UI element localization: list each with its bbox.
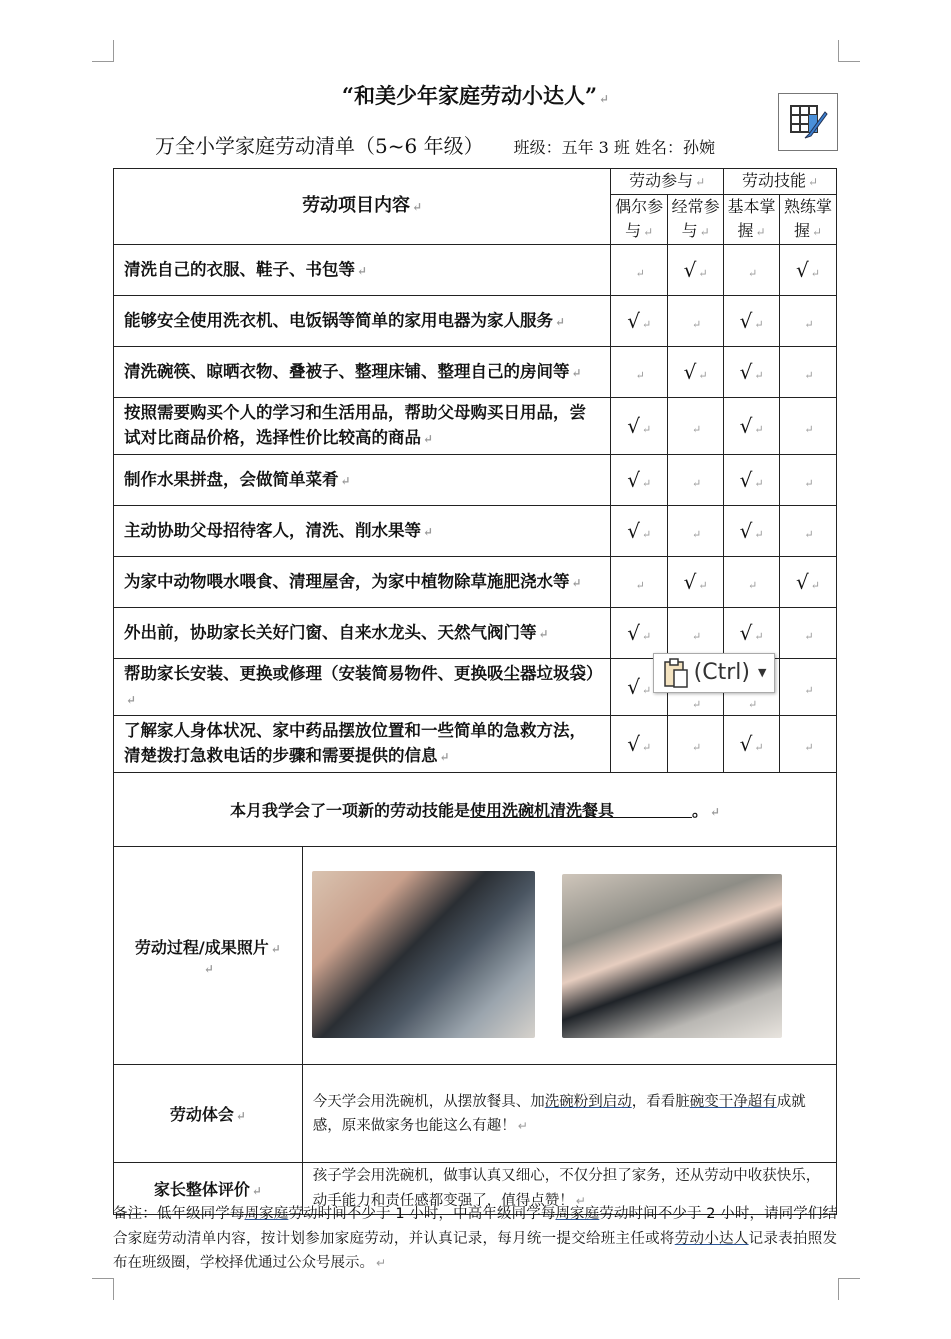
title-text: “和美少年家庭劳动小达人” xyxy=(341,83,598,108)
check-cell[interactable]: ↵ xyxy=(611,557,668,608)
check-mark: √ xyxy=(683,570,697,594)
parent-eval-label: 家长整体评价 ↵ xyxy=(114,1163,303,1215)
header-col-3: 熟练掌握 ↵ xyxy=(780,195,837,245)
check-cell[interactable]: √ ↵ xyxy=(724,296,780,347)
check-mark: √ xyxy=(627,519,640,543)
table-row xyxy=(114,455,837,506)
check-mark: √ xyxy=(627,414,640,438)
check-cell[interactable]: √ ↵ xyxy=(780,245,837,296)
item-text: 了解家人身体状况、家中药品摆放位置和一些简单的急救方法，清楚拨打急救电话的步骤和需要提供的信息 ↵ xyxy=(114,716,611,773)
check-mark: √ xyxy=(796,570,809,594)
experience-label: 劳动体会 ↵ xyxy=(114,1065,303,1163)
check-cell[interactable]: ↵ xyxy=(780,608,837,659)
document-subtitle xyxy=(155,130,715,159)
check-cell[interactable]: √ ↵ xyxy=(724,455,780,506)
check-mark: √ xyxy=(739,519,753,543)
item-text: 能够安全使用洗衣机、电饭锅等简单的家用电器为家人服务 ↵ xyxy=(114,296,611,347)
check-cell[interactable]: ↵ xyxy=(668,455,724,506)
check-cell[interactable]: ↵ xyxy=(611,245,668,296)
check-cell[interactable]: ↵ xyxy=(668,296,724,347)
item-text: 主动协助父母招待客人，清洗、削水果等 ↵ xyxy=(114,506,611,557)
table-row xyxy=(114,347,837,398)
table-row xyxy=(114,608,837,659)
check-cell[interactable]: √ ↵ xyxy=(668,347,724,398)
check-mark: √ xyxy=(739,360,753,384)
item-text: 帮助家长安装、更换或修理（安装简易物件、更换吸尘器垃圾袋）↵ xyxy=(114,659,611,716)
item-text: 清洗自己的衣服、鞋子、书包等 ↵ xyxy=(114,245,611,296)
table-row xyxy=(114,716,837,773)
check-cell[interactable]: √ ↵ xyxy=(611,506,668,557)
parent-eval-text: 孩子学会用洗碗机，做事认真又细心，不仅分担了家务，还从劳动中收获快乐，动手能力和责任感都变强了，值得点赞！ ↵ xyxy=(302,1163,836,1215)
table-row xyxy=(114,296,837,347)
check-mark: √ xyxy=(683,258,697,282)
header-content: 劳动项目内容 ↵ xyxy=(114,169,611,245)
table-row xyxy=(114,245,837,296)
check-cell[interactable]: √ ↵ xyxy=(611,659,668,716)
photo-loading-dishwasher xyxy=(312,871,535,1038)
check-cell[interactable]: ↵ xyxy=(724,557,780,608)
check-mark: √ xyxy=(627,675,640,699)
item-text: 按照需要购买个人的学习和生活用品，帮助父母购买日用品，尝试对比商品价格，选择性价比较高的商品 ↵ xyxy=(114,398,611,455)
photos-cell xyxy=(302,847,836,1065)
check-cell[interactable]: √ ↵ xyxy=(724,506,780,557)
crop-mark xyxy=(92,40,114,62)
check-cell[interactable]: ↵ xyxy=(668,608,724,659)
check-mark: √ xyxy=(739,621,753,645)
check-cell[interactable]: √ ↵ xyxy=(611,398,668,455)
new-skill-row: 本月我学会了一项新的劳动技能是使用洗碗机清洗餐具 。 ↵ xyxy=(114,773,837,847)
header-skill: 劳动技能 ↵ xyxy=(724,169,837,195)
check-cell[interactable]: √ ↵ xyxy=(611,296,668,347)
check-mark: √ xyxy=(739,468,753,492)
check-cell[interactable]: √ ↵ xyxy=(611,455,668,506)
check-mark: √ xyxy=(739,309,753,333)
check-cell[interactable]: √ ↵ xyxy=(611,716,668,773)
check-cell[interactable]: √ ↵ xyxy=(724,608,780,659)
header-col-2: 基本掌握 ↵ xyxy=(724,195,780,245)
document-title: “和美少年家庭劳动小达人” ↵ xyxy=(341,83,610,108)
check-mark: √ xyxy=(627,621,640,645)
check-cell[interactable]: √ ↵ xyxy=(668,245,724,296)
photos-label: 劳动过程/成果照片 ↵ ↵ xyxy=(114,847,303,1065)
header-col-1: 经常参与 ↵ xyxy=(668,195,724,245)
check-cell[interactable]: ↵ xyxy=(724,245,780,296)
check-cell[interactable]: ↵ xyxy=(780,347,837,398)
check-mark: √ xyxy=(739,732,753,756)
item-text: 清洗碗筷、晾晒衣物、叠被子、整理床铺、整理自己的房间等 ↵ xyxy=(114,347,611,398)
check-mark: √ xyxy=(627,468,640,492)
paste-options-button[interactable] xyxy=(653,653,775,693)
check-cell[interactable]: ↵ xyxy=(668,506,724,557)
check-mark: √ xyxy=(627,732,640,756)
check-cell[interactable]: √ ↵ xyxy=(724,716,780,773)
check-cell[interactable]: ↵ xyxy=(780,506,837,557)
check-cell[interactable]: ↵ xyxy=(668,398,724,455)
subtitle-text: 万全小学家庭劳动清单（5~6 年级） xyxy=(155,134,484,158)
new-skill-value: 使用洗碗机清洗餐具 xyxy=(469,801,614,820)
check-mark: √ xyxy=(739,414,753,438)
check-mark: √ xyxy=(627,309,640,333)
check-cell[interactable]: √ ↵ xyxy=(611,608,668,659)
check-cell[interactable]: ↵ xyxy=(611,347,668,398)
photo-operating-dishwasher xyxy=(562,874,782,1038)
check-cell[interactable]: ↵ xyxy=(780,296,837,347)
check-cell[interactable]: ↵ xyxy=(724,659,780,716)
chevron-down-icon: ▼ xyxy=(757,666,767,679)
check-cell[interactable]: ↵ xyxy=(780,455,837,506)
check-cell[interactable]: ↵ xyxy=(668,716,724,773)
check-cell[interactable]: ↵ xyxy=(780,398,837,455)
paste-label: (Ctrl) xyxy=(693,660,750,685)
table-row xyxy=(114,506,837,557)
crop-mark xyxy=(838,1278,860,1300)
check-cell[interactable]: ↵ xyxy=(780,716,837,773)
table-style-button[interactable] xyxy=(778,93,838,151)
table-row xyxy=(114,557,837,608)
item-text: 制作水果拼盘，会做简单菜肴 ↵ xyxy=(114,455,611,506)
table-paint-icon xyxy=(779,94,837,150)
class-info: 班级：五年 3 班 姓名：孙婉 xyxy=(513,138,716,157)
footnote: 备注：低年级同学每周家庭劳动时间不少于 1 小时，中高年级同学每周家庭劳动时间不少于 2 小时，请同学们结合家庭劳动清单内容，按计划参加家庭劳动，并认真记录，每月统一提交给班主任或将劳动小达人记录表拍照发布在班级圈，学校择优通过公众号展示。 ↵ xyxy=(113,1206,838,1271)
check-cell[interactable]: ↵ xyxy=(668,659,724,716)
check-cell[interactable]: ↵ xyxy=(780,659,837,716)
header-participation: 劳动参与 ↵ xyxy=(611,169,724,195)
check-mark: √ xyxy=(683,360,697,384)
check-cell[interactable]: √ ↵ xyxy=(780,557,837,608)
item-text: 为家中动物喂水喂食、清理屋舍，为家中植物除草施肥浇水等 ↵ xyxy=(114,557,611,608)
check-cell[interactable]: √ ↵ xyxy=(724,398,780,455)
experience-text: 今天学会用洗碗机，从摆放餐具、加洗碗粉到启动，看看脏碗变干净超有成就感，原来做家务也能这么有趣！ ↵ xyxy=(302,1065,836,1163)
check-cell[interactable]: √ ↵ xyxy=(724,347,780,398)
table-row xyxy=(114,398,837,455)
header-col-0: 偶尔参与 ↵ xyxy=(611,195,668,245)
crop-mark xyxy=(838,40,860,62)
clipboard-icon xyxy=(662,657,690,689)
check-mark: √ xyxy=(796,258,809,282)
check-cell[interactable]: √ ↵ xyxy=(668,557,724,608)
crop-mark xyxy=(92,1278,114,1300)
item-text: 外出前，协助家长关好门窗、自来水龙头、天然气阀门等 ↵ xyxy=(114,608,611,659)
